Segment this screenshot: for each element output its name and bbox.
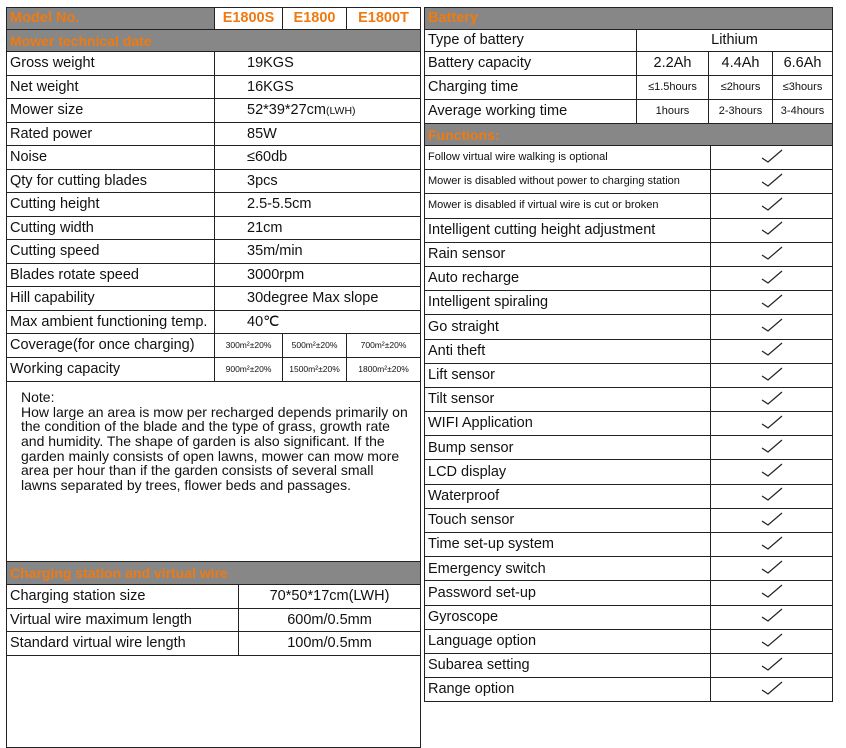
model-row [7,8,421,30]
function-row [425,315,833,339]
function-check-cell [711,242,833,266]
function-row [425,291,833,315]
function-check-cell [711,194,833,218]
charging-time-value: ≤2hours [709,76,773,100]
check-mark-icon [761,270,783,284]
battery-table [424,7,833,146]
model-label: Model No. [7,8,215,30]
battery-type-value: Lithium [637,30,833,52]
spec-row [7,216,421,240]
working-time-label: Average working time [425,100,637,124]
function-check-cell [711,581,833,605]
spec-value-text: 3pcs [247,172,278,189]
functions-table [424,145,833,702]
spec-value-suffix: (LWH) [326,105,356,117]
function-check-cell [711,315,833,339]
function-row [425,412,833,436]
charging-time-value: ≤1.5hours [637,76,709,100]
charging-label: Virtual wire maximum length [7,608,239,632]
spec-label: Cutting width [7,216,215,240]
function-row [425,508,833,532]
empty-row [7,655,421,747]
function-row [425,218,833,242]
battery-type-row [425,30,833,52]
check-mark-icon [761,512,783,526]
working-time-value: 1hours [637,100,709,124]
coverage-value: 300m²±20% [215,334,283,358]
spec-row [7,240,421,264]
spec-value [215,216,421,240]
function-check-cell [711,291,833,315]
function-label: Gyroscope [425,605,711,629]
charging-label: Standard virtual wire length [7,632,239,656]
spec-label: Cutting height [7,193,215,217]
spec-row [7,310,421,334]
function-row [425,629,833,653]
charging-time-row [425,76,833,100]
model-e1800: E1800 [283,8,347,30]
function-label: Intelligent spiraling [425,291,711,315]
function-label: Mower is disabled without power to charging station [425,170,711,194]
check-mark-icon [761,584,783,598]
spec-value-text: 2.5-5.5cm [247,196,312,212]
spec-label: Rated power [7,122,215,146]
working-time-row [425,100,833,124]
function-row [425,557,833,581]
spec-value-text: 52*39*27cm [247,102,326,118]
function-label: Mower is disabled if virtual wire is cut or broken [425,194,711,218]
function-check-cell [711,460,833,484]
spec-label: Qty for cutting blades [7,169,215,193]
charging-value: 100m/0.5mm [239,632,421,656]
note-box [7,382,421,562]
spec-value [215,240,421,264]
battery-capacity-row [425,52,833,76]
spec-value [215,169,421,193]
working-time-value: 3-4hours [773,100,833,124]
function-label: Password set-up [425,581,711,605]
check-mark-icon [761,246,783,260]
function-check-cell [711,653,833,677]
spec-value-text: 85W [247,125,277,142]
function-label: Touch sensor [425,508,711,532]
coverage-label: Coverage(for once charging) [7,334,215,358]
function-row [425,194,833,218]
spec-row [7,169,421,193]
check-mark-icon [761,536,783,550]
function-label: Follow virtual wire walking is optional [425,146,711,170]
note-text: How large an area is mow per recharged depends primarily on the condition of the blade and the type of grass, growth rate and humidity. The shape of garden is also significant. If the garden mainly consists of open lawns, mower can mow more area per hour than if the garden consists of several small lawns separated by trees, flower beds and passages. [21,403,408,494]
function-label: Waterproof [425,484,711,508]
function-label: Auto recharge [425,266,711,290]
function-label: Go straight [425,315,711,339]
function-check-cell [711,484,833,508]
spec-label: Mower size [7,99,215,123]
spec-value [215,99,421,123]
model-e1800t: E1800T [347,8,421,30]
spec-label: Gross weight [7,52,215,76]
function-row [425,363,833,387]
spec-value [215,75,421,99]
spec-value [215,263,421,287]
spec-row [7,75,421,99]
function-check-cell [711,363,833,387]
function-row [425,146,833,170]
check-mark-icon [761,463,783,477]
note-title: Note: [21,389,55,405]
spec-row [7,146,421,170]
charging-table [6,584,421,748]
spec-value [215,287,421,311]
spec-value [215,193,421,217]
spec-label: Hill capability [7,287,215,311]
spec-value [215,146,421,170]
charging-title: Charging station and virtual wire [7,562,421,585]
function-check-cell [711,533,833,557]
check-mark-icon [761,342,783,356]
function-label: Anti theft [425,339,711,363]
functions-title: Functions: [425,124,833,146]
function-row [425,242,833,266]
check-mark-icon [761,633,783,647]
check-mark-icon [761,197,783,211]
function-label: Range option [425,678,711,702]
function-row [425,170,833,194]
spec-value-text: 16KGS [247,78,294,95]
charging-time-value: ≤3hours [773,76,833,100]
spec-sheet [6,7,832,711]
spec-row [7,287,421,311]
spec-value-text: 35m/min [247,243,303,259]
function-label: Lift sensor [425,363,711,387]
function-check-cell [711,508,833,532]
function-label: Time set-up system [425,533,711,557]
battery-title: Battery [425,8,833,30]
spec-row [7,263,421,287]
spec-row [7,193,421,217]
left-column [6,7,420,748]
spec-label: Noise [7,146,215,170]
function-row [425,653,833,677]
battery-header-row [425,8,833,30]
function-check-cell [711,629,833,653]
function-row [425,678,833,702]
check-mark-icon [761,415,783,429]
function-check-cell [711,266,833,290]
function-row [425,533,833,557]
function-row [425,605,833,629]
empty-cell [7,655,421,747]
spec-value-text: 30degree Max slope [247,290,379,306]
section-header-row [7,30,421,52]
check-mark-icon [761,439,783,453]
check-mark-icon [761,391,783,405]
charging-time-label: Charging time [425,76,637,100]
spec-row [7,122,421,146]
spec-value [215,310,421,334]
function-row [425,339,833,363]
check-mark-icon [761,657,783,671]
charging-value: 70*50*17cm(LWH) [239,585,421,609]
function-label: Emergency switch [425,557,711,581]
mower-tech-title: Mower technical date [7,30,421,52]
spec-label: Blades rotate speed [7,263,215,287]
check-mark-icon [761,173,783,187]
function-label: Language option [425,629,711,653]
spec-value-text: 3000rpm [247,266,305,283]
model-e1800s: E1800S [215,8,283,30]
charging-value: 600m/0.5mm [239,608,421,632]
function-check-cell [711,412,833,436]
function-label: Bump sensor [425,436,711,460]
working-capacity-value: 1500m²±20% [283,358,347,382]
function-row [425,436,833,460]
battery-capacity-label: Battery capacity [425,52,637,76]
check-mark-icon [761,608,783,622]
check-mark-icon [761,367,783,381]
coverage-row [7,334,421,358]
function-check-cell [711,436,833,460]
working-time-value: 2-3hours [709,100,773,124]
charging-label: Charging station size [7,585,239,609]
spec-value [215,52,421,76]
function-check-cell [711,678,833,702]
working-capacity-value: 1800m²±20% [347,358,421,382]
mower-spec-table [6,7,421,585]
charging-header-row [7,562,421,585]
charging-row [7,632,421,656]
function-label: Rain sensor [425,242,711,266]
spec-label: Cutting speed [7,240,215,264]
spec-value-text: 19KGS [247,55,294,71]
function-check-cell [711,146,833,170]
spec-label: Net weight [7,75,215,99]
check-mark-icon [761,560,783,574]
check-mark-icon [761,294,783,308]
function-check-cell [711,387,833,411]
function-label: Tilt sensor [425,387,711,411]
function-label: LCD display [425,460,711,484]
function-row [425,460,833,484]
check-mark-icon [761,318,783,332]
battery-capacity-value: 6.6Ah [773,52,833,76]
charging-row [7,585,421,609]
function-label: Intelligent cutting height adjustment [425,218,711,242]
charging-row [7,608,421,632]
battery-type-label: Type of battery [425,30,637,52]
spec-value-text: 21cm [247,219,283,236]
battery-capacity-value: 4.4Ah [709,52,773,76]
right-column [424,7,832,702]
working-capacity-label: Working capacity [7,358,215,382]
coverage-value: 500m²±20% [283,334,347,358]
function-row [425,581,833,605]
spec-row [7,99,421,123]
function-check-cell [711,339,833,363]
function-check-cell [711,170,833,194]
note-row [7,382,421,562]
check-mark-icon [761,149,783,163]
function-check-cell [711,605,833,629]
spec-value-text: ≤60db [247,149,288,165]
spec-row [7,52,421,76]
function-check-cell [711,557,833,581]
function-row [425,387,833,411]
function-row [425,266,833,290]
working-capacity-row [7,358,421,382]
check-mark-icon [761,487,783,501]
coverage-value: 700m²±20% [347,334,421,358]
function-label: Subarea setting [425,653,711,677]
working-capacity-value: 900m²±20% [215,358,283,382]
spec-value-text: 40℃ [247,313,280,330]
spec-label: Max ambient functioning temp. [7,310,215,334]
function-label: WIFI Application [425,412,711,436]
check-mark-icon [761,221,783,235]
battery-capacity-value: 2.2Ah [637,52,709,76]
function-row [425,484,833,508]
spec-value [215,122,421,146]
functions-header-row [425,124,833,146]
check-mark-icon [761,681,783,695]
function-check-cell [711,218,833,242]
